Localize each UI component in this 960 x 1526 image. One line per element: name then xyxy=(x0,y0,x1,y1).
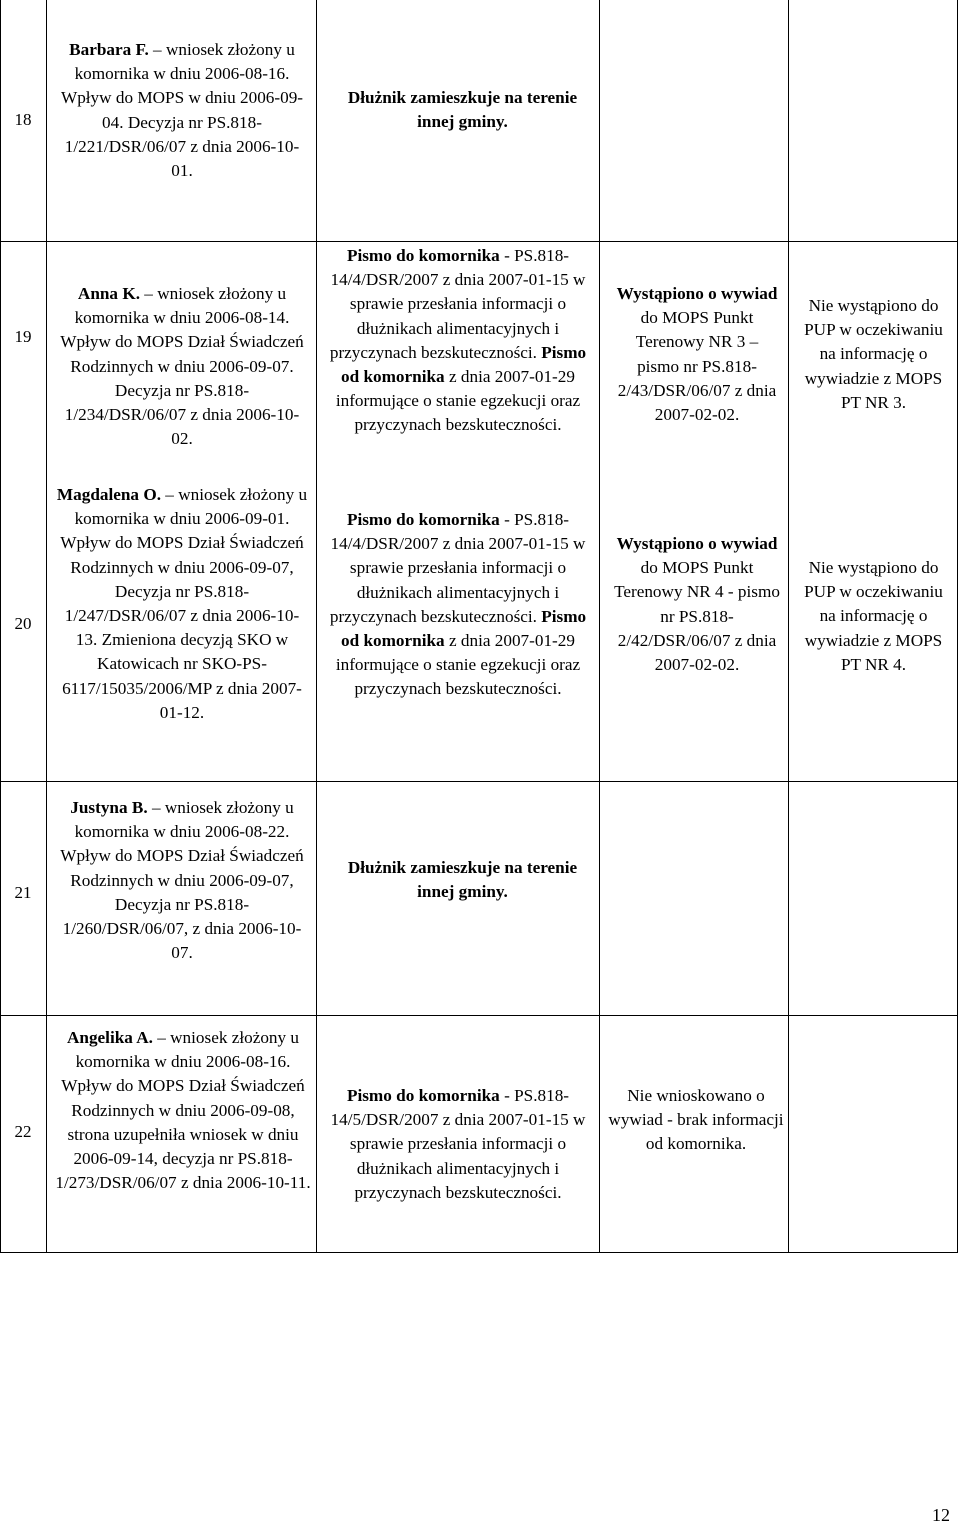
row-number: 18 xyxy=(14,110,32,129)
row-number: 19 xyxy=(14,327,32,346)
row-number: 21 xyxy=(14,883,32,902)
merged-note: Dłużnik zamieszkuje na terenie innej gminy. xyxy=(347,88,578,132)
table-border xyxy=(316,0,317,1253)
inquiry-cell: Wystąpiono o wywiad do MOPS Punkt Terenowy NR 4 - pismo nr PS.818-2/42/DSR/06/07 z dnia 2007-02-02. xyxy=(614,534,780,675)
case-description: Justyna B. – wniosek złożony u komornika w dniu 2006-08-22. Wpływ do MOPS Dział Świadczeń Rodzinnych w dniu 2006-09-07, Decyzja nr PS.818-1/260/DSR/06/07, z dnia 2006-10-07. xyxy=(60,798,304,963)
case-description: Magdalena O. – wniosek złożony u komornika w dniu 2006-09-01. Wpływ do MOPS Dział Świadczeń Rodzinnych w dniu 2006-09-07, Decyzja nr PS.818-1/247/DSR/06/07 z dnia 2006-10-13. Zmieniona decyzją SKO w Katowicach nr SKO-PS-6117/15035/2006/MP z dnia 2007-01-12. xyxy=(56,485,308,722)
table-border xyxy=(957,0,958,1253)
table-border xyxy=(599,0,600,1253)
table-border xyxy=(0,781,958,782)
case-description: Angelika A. – wniosek złożony u komornika w dniu 2006-08-16. Wpływ do MOPS Dział Świadczeń Rodzinnych w dniu 2006-09-08, strona uzupełniła wniosek w dniu 2006-09-14, decyzja nr PS.818-1/273/DSR/06/07 z dnia 2006-10-11. xyxy=(55,1028,311,1193)
letters-cell: Pismo do komornika - PS.818-14/4/DSR/2007 z dnia 2007-01-15 w sprawie przesłania informacji o dłużnikach alimentacyjnych i przyczynach bezskuteczności. Pismo od komornika z dnia 2007-01-29 informujące o stanie egzekucji oraz przyczynach bezskuteczności. xyxy=(329,510,587,699)
table-border xyxy=(788,0,789,1253)
table-border xyxy=(0,241,958,242)
debtor-name: Magdalena O. xyxy=(56,485,161,504)
case-description: Anna K. – wniosek złożony u komornika w dniu 2006-08-14. Wpływ do MOPS Dział Świadczeń Rodzinnych w dniu 2006-09-07. Decyzja nr PS.818-1/234/DSR/06/07 z dnia 2006-10-02. xyxy=(60,284,304,449)
inquiry-cell: Nie wnioskowano o wywiad - brak informacji od komornika. xyxy=(608,1086,784,1154)
debtor-name: Angelika A. xyxy=(66,1028,153,1047)
letters-cell: Pismo do komornika - PS.818-14/4/DSR/2007 z dnia 2007-01-15 w sprawie przesłania informacji o dłużnikach alimentacyjnych i przyczynach bezskuteczności. Pismo od komornika z dnia 2007-01-29 informujące o stanie egzekucji oraz przyczynach bezskuteczności. xyxy=(329,246,587,435)
debtor-name: Barbara F. xyxy=(69,40,149,59)
inquiry-cell: Wystąpiono o wywiad do MOPS Punkt Terenowy NR 3 – pismo nr PS.818-2/43/DSR/06/07 z dnia 2007-02-02. xyxy=(616,284,778,425)
page-number: 12 xyxy=(932,1505,950,1525)
merged-note: Dłużnik zamieszkuje na terenie innej gminy. xyxy=(347,858,578,902)
row-number: 22 xyxy=(14,1122,32,1141)
pup-cell: Nie wystąpiono do PUP w oczekiwaniu na informację o wywiadzie z MOPS PT NR 4. xyxy=(804,558,943,674)
row-number: 20 xyxy=(14,614,32,633)
debtor-name: Justyna B. xyxy=(70,798,148,817)
letters-cell: Pismo do komornika - PS.818-14/5/DSR/2007 z dnia 2007-01-15 w sprawie przesłania informacji o dłużnikach alimentacyjnych i przyczynach bezskuteczności. xyxy=(330,1086,586,1202)
case-description: Barbara F. – wniosek złożony u komornika w dniu 2006-08-16. Wpływ do MOPS w dniu 2006-09-04. Decyzja nr PS.818-1/221/DSR/06/07 z dnia 2006-10-01. xyxy=(60,40,304,181)
table-border xyxy=(46,0,47,1253)
table-border xyxy=(0,1015,958,1016)
pup-cell: Nie wystąpiono do PUP w oczekiwaniu na informację o wywiadzie z MOPS PT NR 3. xyxy=(804,296,943,412)
table-border xyxy=(0,1252,958,1253)
debtor-name: Anna K. xyxy=(77,284,140,303)
